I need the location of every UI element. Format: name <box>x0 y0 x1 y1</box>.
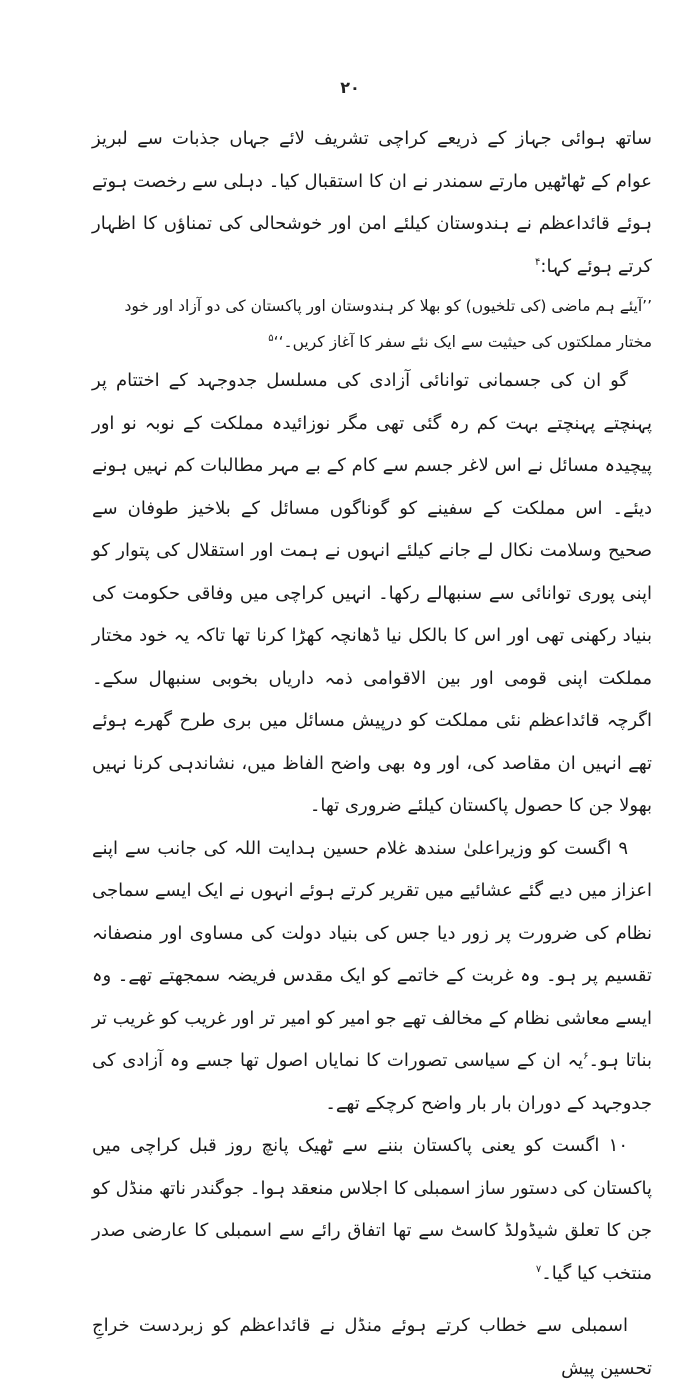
paragraph-mandal-tribute: اسمبلی سے خطاب کرتے ہوئے منڈل نے قائداعظم کو زبردست خراجِ تحسین پیش <box>92 1315 652 1379</box>
paragraph-energy-state: گو ان کی جسمانی توانائی آزادی کی مسلسل جدوجہد کے اختتام پر پہنچتے پہنچتے بہت کم رہ گئی تھی مگر نوزائیدہ مملکت کے نوبہ نو اور پیچیدہ مسائل نے اس لاغر جسم سے کام کے بے مہر مطالبات کم نہیں ہونے دیئے۔ اس مملکت کے سفینے کو گوناگوں مسائل کے بلاخیز طوفان سے صحیح وسلامت نکال لے جانے کیلئے انہوں نے ہمت اور استقلال کی پتوار کو اپنی پوری توانائی سے سنبھالے رکھا۔ انہیں کراچی میں وفاقی حکومت کی بنیاد رکھنی تھی اور اس کا بالکل نیا ڈھانچہ کھڑا کرنا تھا تاکہ یہ خود مختار مملکت اپنی قومی اور بین الاقوامی ذمہ داریاں بخوبی سنبھال سکے۔ اگرچہ قائداعظم نئی مملکت کو درپیش مسائل میں بری طرح گھرے ہوئے تھے انہیں ان مقاصد کی، اور وہ بھی واضح الفاظ میں، نشاندہی کرنا نہیں بھولا جن کا حصول پاکستان کیلئے ضروری تھا۔ <box>92 370 652 816</box>
quotation <box>92 288 652 360</box>
paragraph-text: ۱۰ اگست کو یعنی پاکستان بننے سے ٹھیک پانچ روز قبل کراچی میں پاکستان کی دستور ساز اسمبلی کا اجلاس منعقد ہوا۔ جوگندر ناتھ منڈل کو جن کا تعلق شیڈولڈ کاسٹ سے تھا اتفاق رائے سے اسمبلی کا عارضی صدر منتخب کیا گیا۔ <box>92 1135 652 1284</box>
paragraph-text: ۹ اگست کو وزیراعلیٰ سندھ غلام حسین ہدایت اللہ کی جانب سے اپنے اعزاز میں دیے گئے عشائیے میں تقریر کرتے ہوئے انہوں نے ایک ایسے سماجی نظام کی ضرورت پر زور دیا جس کی بنیاد دولت کی مساوی اور منصفانہ تقسیم پر ہو۔ وہ غربت کے خاتمے کو ایک مقدس فریضہ سمجھتے تھے۔ وہ ایسے معاشی نظام کے مخالف تھے جو امیر کو امیر تر اور غریب کو غریب تر بناتا ہو۔ <box>92 837 652 1071</box>
paragraph-text: یہ ان کے سیاسی تصورات کا نمایاں اصول تھا جسے وہ آزادی کی جدوجہد کے دوران بار بار واضح کرچکے تھے۔ <box>92 1050 652 1114</box>
paragraph-arrival-karachi <box>92 118 652 288</box>
paragraph-text: ساتھ ہوائی جہاز کے ذریعے کراچی تشریف لائے جہاں جذبات سے لبریز عوام کے ٹھاٹھیں مارتے سمندر نے ان کا استقبال کیا۔ دہلی سے رخصت ہوتے ہوئے قائداعظم نے ہندوستان کیلئے امن اور خوشحالی کی تمناؤں کا اظہار کرتے ہوئے کہا: <box>92 128 652 277</box>
paragraph-august-9-speech <box>92 828 652 1126</box>
paragraph-august-10-assembly <box>92 1125 652 1295</box>
footnote-ref: ۶ <box>583 1051 589 1062</box>
page-number: ۲۰ <box>340 78 360 97</box>
footnote-ref: ۷ <box>535 1263 542 1275</box>
body-text <box>92 118 652 1390</box>
quotation-text: ’’آیئے ہم ماضی (کی تلخیوں) کو بھلا کر ہندوستان اور پاکستان کی دو آزاد اور خود مختار مملکتوں کی حیثیت سے ایک نئے سفر کا آغاز کریں۔‘‘ <box>124 297 652 351</box>
footnote-ref: ۴ <box>535 256 541 268</box>
footnote-ref: ۵ <box>268 332 274 344</box>
